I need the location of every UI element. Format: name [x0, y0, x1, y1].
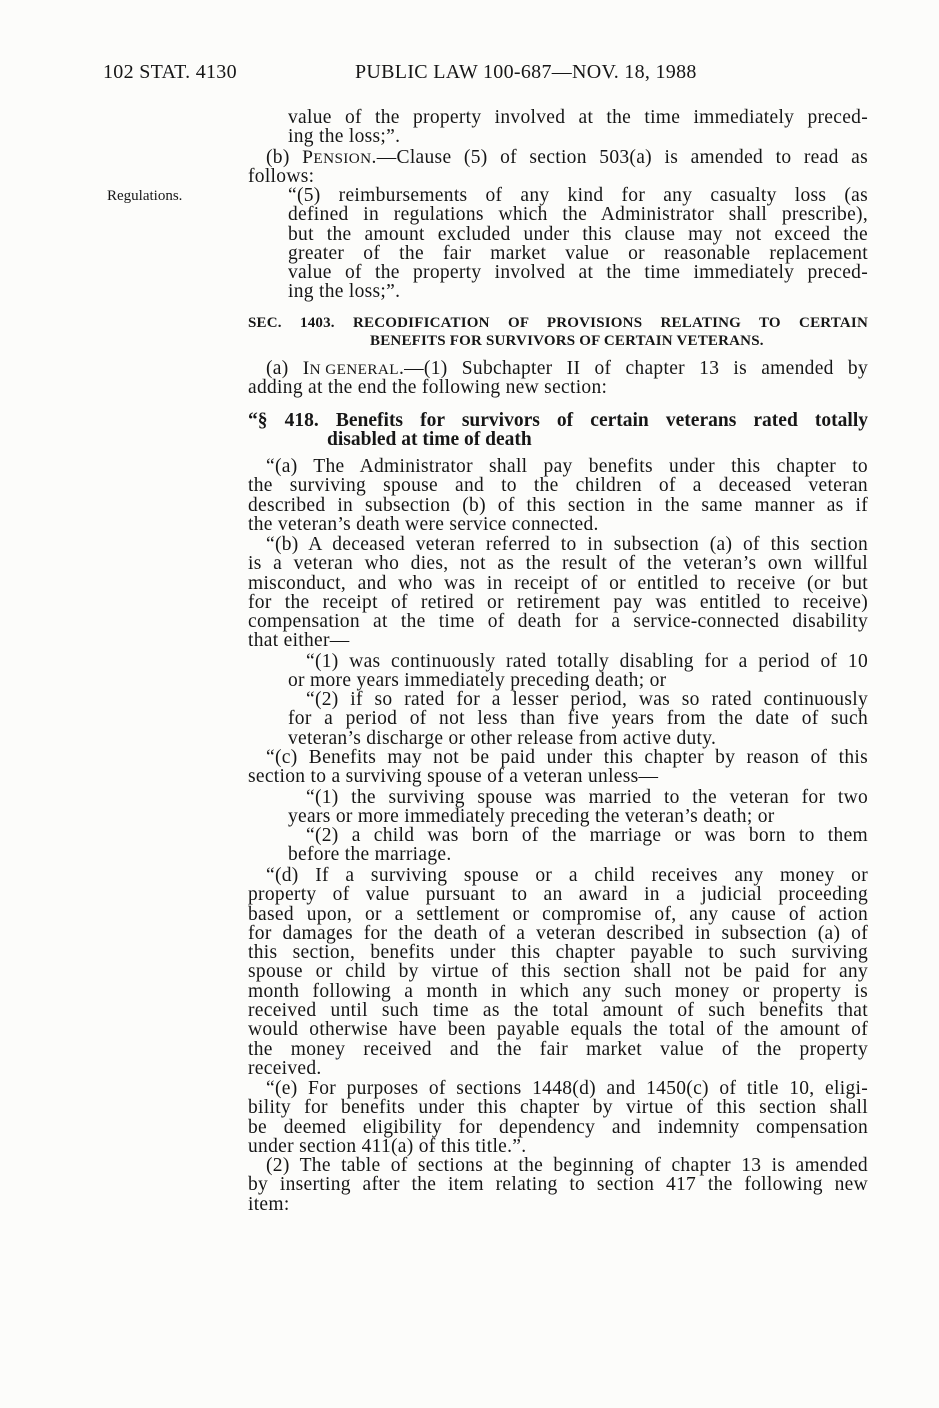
text-line: “(2) if so rated for a lesser period, was so rated continuously: [306, 689, 868, 710]
text-fragment: .—Clause (5) of section 503(a) is amended to read as: [371, 147, 868, 168]
text-line: bility for benefits under this chapter by virtue of this section shall: [248, 1097, 868, 1119]
text-line: “(1) was continuously rated totally disabling for a period of 10: [306, 651, 868, 672]
text-line: “(b) A deceased veteran referred to in subsection (a) of this section: [266, 534, 868, 555]
text-line: “(d) If a surviving spouse or a child receives any money or: [266, 865, 868, 886]
text-line: be deemed eligibility for dependency and indemnity compensation: [248, 1116, 868, 1138]
text-line: veteran’s discharge or other release from active duty.: [288, 727, 717, 749]
text-line: before the marriage.: [288, 844, 452, 866]
text-line: [248, 148, 868, 167]
text-line: is a veteran who dies, not as the result of the veteran’s own willful: [248, 553, 868, 575]
text-line: (2) The table of sections at the beginning of chapter 13 is amended: [266, 1155, 868, 1176]
text-fragment: (a): [266, 358, 303, 379]
text-line: the veteran’s death were service connected.: [248, 513, 599, 535]
paragraph-clause-5: [288, 186, 868, 302]
text-line: compensation at the time of death for a service-connected disability: [248, 611, 868, 633]
text-line: received until such time as the total amount of such benefits that: [248, 1000, 868, 1022]
text-line: month following a month in which any such money or property is: [248, 980, 868, 1002]
subsection-a: [248, 457, 868, 534]
text-line: item:: [248, 1193, 290, 1215]
text-line: section to a surviving spouse of a veteran unless—: [248, 766, 659, 788]
text-line: the surviving spouse and to the children of a deceased veteran: [248, 475, 868, 497]
subsection-b-1: [288, 652, 868, 691]
text-line: “(c) Benefits may not be paid under this chapter by reason of this: [266, 747, 868, 768]
text-line: this section, benefits under this chapter payable to such surviving: [248, 942, 868, 964]
text-line: defined in regulations which the Administrator shall prescribe),: [288, 204, 868, 226]
text-line: for a period of not less than five years from the date of such: [288, 708, 868, 730]
text-line: “(a) The Administrator shall pay benefits under this chapter to: [266, 456, 868, 477]
text-line: adding at the end the following new section:: [248, 377, 608, 399]
page-header-law-title: PUBLIC LAW 100-687—NOV. 18, 1988: [355, 61, 697, 83]
text-line: ing the loss;”.: [288, 126, 401, 148]
paragraph-continuation: [288, 108, 868, 147]
page-header-stat-citation: 102 STAT. 4130: [103, 61, 237, 83]
subsection-b: [248, 535, 868, 651]
text-line: based upon, or a settlement or compromise of, any cause of action: [248, 903, 868, 925]
paragraph-table-of-sections: [248, 1156, 868, 1214]
small-caps-heading: PENSION: [302, 147, 372, 168]
section-1403-heading: [248, 314, 868, 350]
text-line: that either—: [248, 630, 350, 652]
text-line: disabled at time of death: [327, 429, 532, 451]
text-line: value of the property involved at the time immediately preced-: [288, 262, 868, 284]
text-line: but the amount excluded under this clause may not exceed the: [288, 223, 868, 245]
text-line: value of the property involved at the time immediately preced-: [288, 107, 868, 128]
text-line: received.: [248, 1057, 322, 1079]
text-line: years or more immediately preceding the veteran’s death; or: [288, 806, 775, 828]
subsection-d: [248, 866, 868, 1078]
small-caps-heading: IN GENERAL: [302, 358, 399, 379]
text-line: SEC. 1403. RECODIFICATION OF PROVISIONS RELATING TO CERTAIN: [248, 315, 868, 331]
subsection-c-2: [288, 826, 868, 865]
text-line: would otherwise have been payable equals the total of the amount of: [248, 1019, 868, 1041]
text-line: “(2) a child was born of the marriage or was born to them: [306, 825, 868, 846]
text-line: [248, 359, 868, 378]
subsection-b-2: [288, 690, 868, 748]
text-line: “§ 418. Benefits for survivors of certain veterans rated totally: [248, 410, 868, 431]
text-line: greater of the fair market value or reasonable replacement: [288, 242, 868, 264]
text-line: spouse or child by virtue of this section shall not be paid for any: [248, 961, 868, 983]
text-line: under section 411(a) of this title.”.: [248, 1135, 527, 1157]
text-line: “(5) reimbursements of any kind for any casualty loss (as: [288, 185, 868, 206]
text-line: or more years immediately preceding death; or: [288, 670, 667, 692]
margin-note-regulations: Regulations.: [107, 188, 183, 204]
text-line: misconduct, and who was in receipt of or entitled to receive (or but: [248, 572, 868, 594]
text-line: property of value pursuant to an award in a judicial proceeding: [248, 884, 868, 906]
text-line: for damages for the death of a veteran described in subsection (a) of: [248, 922, 868, 944]
text-fragment: .—(1) Subchapter II of chapter 13 is amended by: [398, 358, 868, 379]
subsection-c-1: [288, 788, 868, 827]
text-line: “(1) the surviving spouse was married to the veteran for two: [306, 787, 868, 808]
text-line: the money received and the fair market value of the property: [248, 1038, 868, 1060]
text-line: “(e) For purposes of sections 1448(d) and 1450(c) of title 10, eligi-: [266, 1078, 868, 1099]
text-line: for the receipt of retired or retirement pay was entitled to receive): [248, 591, 868, 613]
text-line: follows:: [248, 166, 315, 188]
text-line: described in subsection (b) of this section in the same manner as if: [248, 494, 868, 516]
subsection-c: [248, 748, 868, 787]
paragraph-in-general: [248, 359, 868, 398]
text-line: by inserting after the item relating to section 417 the following new: [248, 1174, 868, 1196]
subsection-e: [248, 1079, 868, 1156]
section-418-heading: [248, 411, 868, 450]
text-line: ing the loss;”.: [288, 281, 401, 303]
text-line: BENEFITS FOR SURVIVORS OF CERTAIN VETERANS.: [370, 333, 764, 349]
paragraph-pension: [248, 148, 868, 187]
text-fragment: (b): [266, 147, 303, 168]
